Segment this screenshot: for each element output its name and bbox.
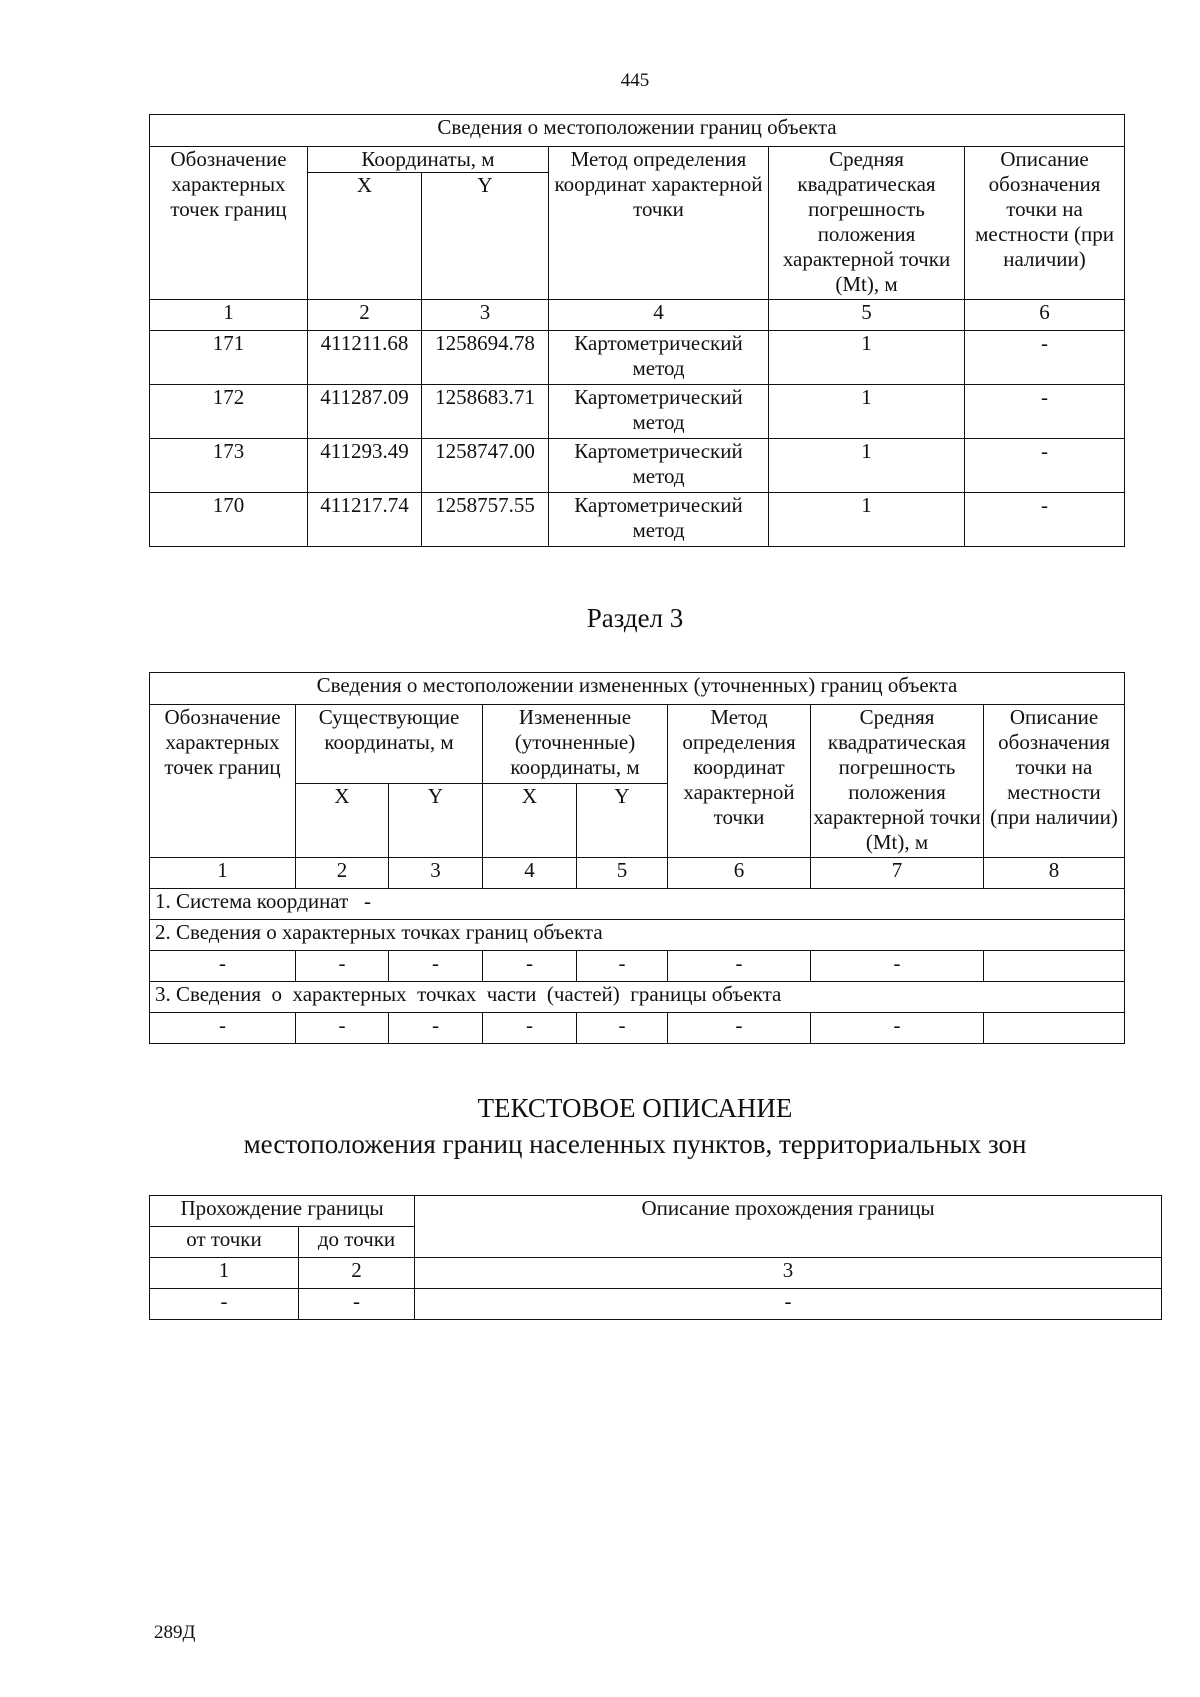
header-y: Y [422,173,549,300]
x-cell: 411293.49 [308,439,422,493]
error-cell: 1 [769,493,965,547]
cell: - [811,951,984,982]
error-cell: 1 [769,331,965,385]
method-cell: Картометрический метод [549,331,769,385]
method-cell: Картометрический метод [549,439,769,493]
header-passage: Прохождение границы [150,1196,415,1227]
col-number: 5 [577,858,668,889]
changed-boundary-table [149,672,1125,1044]
text-description-subtitle: местоположения границ населенных пунктов, территориальных зон [243,1129,1027,1159]
header-x: X [483,784,577,858]
header-to-point: до точки [299,1227,415,1258]
y-cell: 1258683.71 [422,385,549,439]
point-cell: 171 [150,331,308,385]
description-cell: - [965,385,1125,439]
col-number: 3 [389,858,483,889]
cell: - [150,1289,299,1320]
cell: - [668,1013,811,1044]
section-3-heading: 3. Сведения о характерных точках части (частей) границы объекта [150,982,1125,1013]
point-cell: 172 [150,385,308,439]
description-cell: - [965,331,1125,385]
cell [984,1013,1125,1044]
table-title: Сведения о местоположении границ объекта [150,115,1125,147]
error-cell: 1 [769,439,965,493]
text-description-title: ТЕКСТОВОЕ ОПИСАНИЕ [477,1093,793,1123]
error-cell: 1 [769,385,965,439]
cell: - [668,951,811,982]
header-passage-description: Описание прохождения границы [415,1196,1162,1258]
header-x: X [296,784,389,858]
page-number: 445 [620,70,650,91]
section-title: Раздел 3 [586,603,684,633]
col-number: 5 [769,300,965,331]
header-description: Описание обозначения точки на местности (при наличии) [984,705,1125,858]
header-error: Средняя квадратическая погрешность положения характерной точки (Mt), м [769,147,965,300]
col-number: 1 [150,1258,299,1289]
cell: - [415,1289,1162,1320]
header-points: Обозначение характерных точек границ [150,147,308,300]
section-2-heading: 2. Сведения о характерных точках границ объекта [150,920,1125,951]
table-title: Сведения о местоположении измененных (уточненных) границ объекта [150,673,1125,705]
header-error: Средняя квадратическая погрешность положения характерной точки (Mt), м [811,705,984,858]
table-row [150,951,1125,982]
col-number: 2 [299,1258,415,1289]
cell [984,951,1125,982]
cell: - [811,1013,984,1044]
header-points: Обозначение характерных точек границ [150,705,296,858]
footer-code: 289Д [154,1622,196,1643]
header-y: Y [389,784,483,858]
method-cell: Картометрический метод [549,385,769,439]
col-number: 4 [549,300,769,331]
header-method: Метод определения координат характерной точки [549,147,769,300]
y-cell: 1258694.78 [422,331,549,385]
col-number: 6 [668,858,811,889]
cell: - [389,951,483,982]
cell: - [150,1013,296,1044]
x-cell: 411211.68 [308,331,422,385]
x-cell: 411217.74 [308,493,422,547]
y-cell: 1258757.55 [422,493,549,547]
point-cell: 170 [150,493,308,547]
table-row [150,1013,1125,1044]
col-number: 1 [150,858,296,889]
header-y: Y [577,784,668,858]
table-row [150,385,1125,439]
header-coords: Координаты, м [308,147,549,173]
cell: - [296,951,389,982]
x-cell: 411287.09 [308,385,422,439]
table-row [150,439,1125,493]
col-number: 3 [422,300,549,331]
table-row [150,331,1125,385]
header-from-point: от точки [150,1227,299,1258]
point-cell: 173 [150,439,308,493]
col-number: 3 [415,1258,1162,1289]
header-method: Метод определения координат характерной точки [668,705,811,858]
cell: - [299,1289,415,1320]
header-x: X [308,173,422,300]
header-changed-coords: Измененные (уточненные) координаты, м [483,705,668,784]
cell: - [150,951,296,982]
table-row [150,1289,1162,1320]
cell: - [577,1013,668,1044]
cell: - [483,1013,577,1044]
col-number: 2 [296,858,389,889]
method-cell: Картометрический метод [549,493,769,547]
description-cell: - [965,493,1125,547]
col-number: 4 [483,858,577,889]
header-existing-coords: Существующие координаты, м [296,705,483,784]
y-cell: 1258747.00 [422,439,549,493]
col-number: 7 [811,858,984,889]
cell: - [389,1013,483,1044]
boundary-passage-table [149,1195,1162,1320]
description-cell: - [965,439,1125,493]
header-description: Описание обозначения точки на местности (при наличии) [965,147,1125,300]
col-number: 1 [150,300,308,331]
col-number: 2 [308,300,422,331]
coordinate-system-row: 1. Система координат - [150,889,1125,920]
cell: - [577,951,668,982]
col-number: 6 [965,300,1125,331]
table-row [150,493,1125,547]
col-number: 8 [984,858,1125,889]
boundary-location-table [149,114,1125,547]
cell: - [483,951,577,982]
cell: - [296,1013,389,1044]
